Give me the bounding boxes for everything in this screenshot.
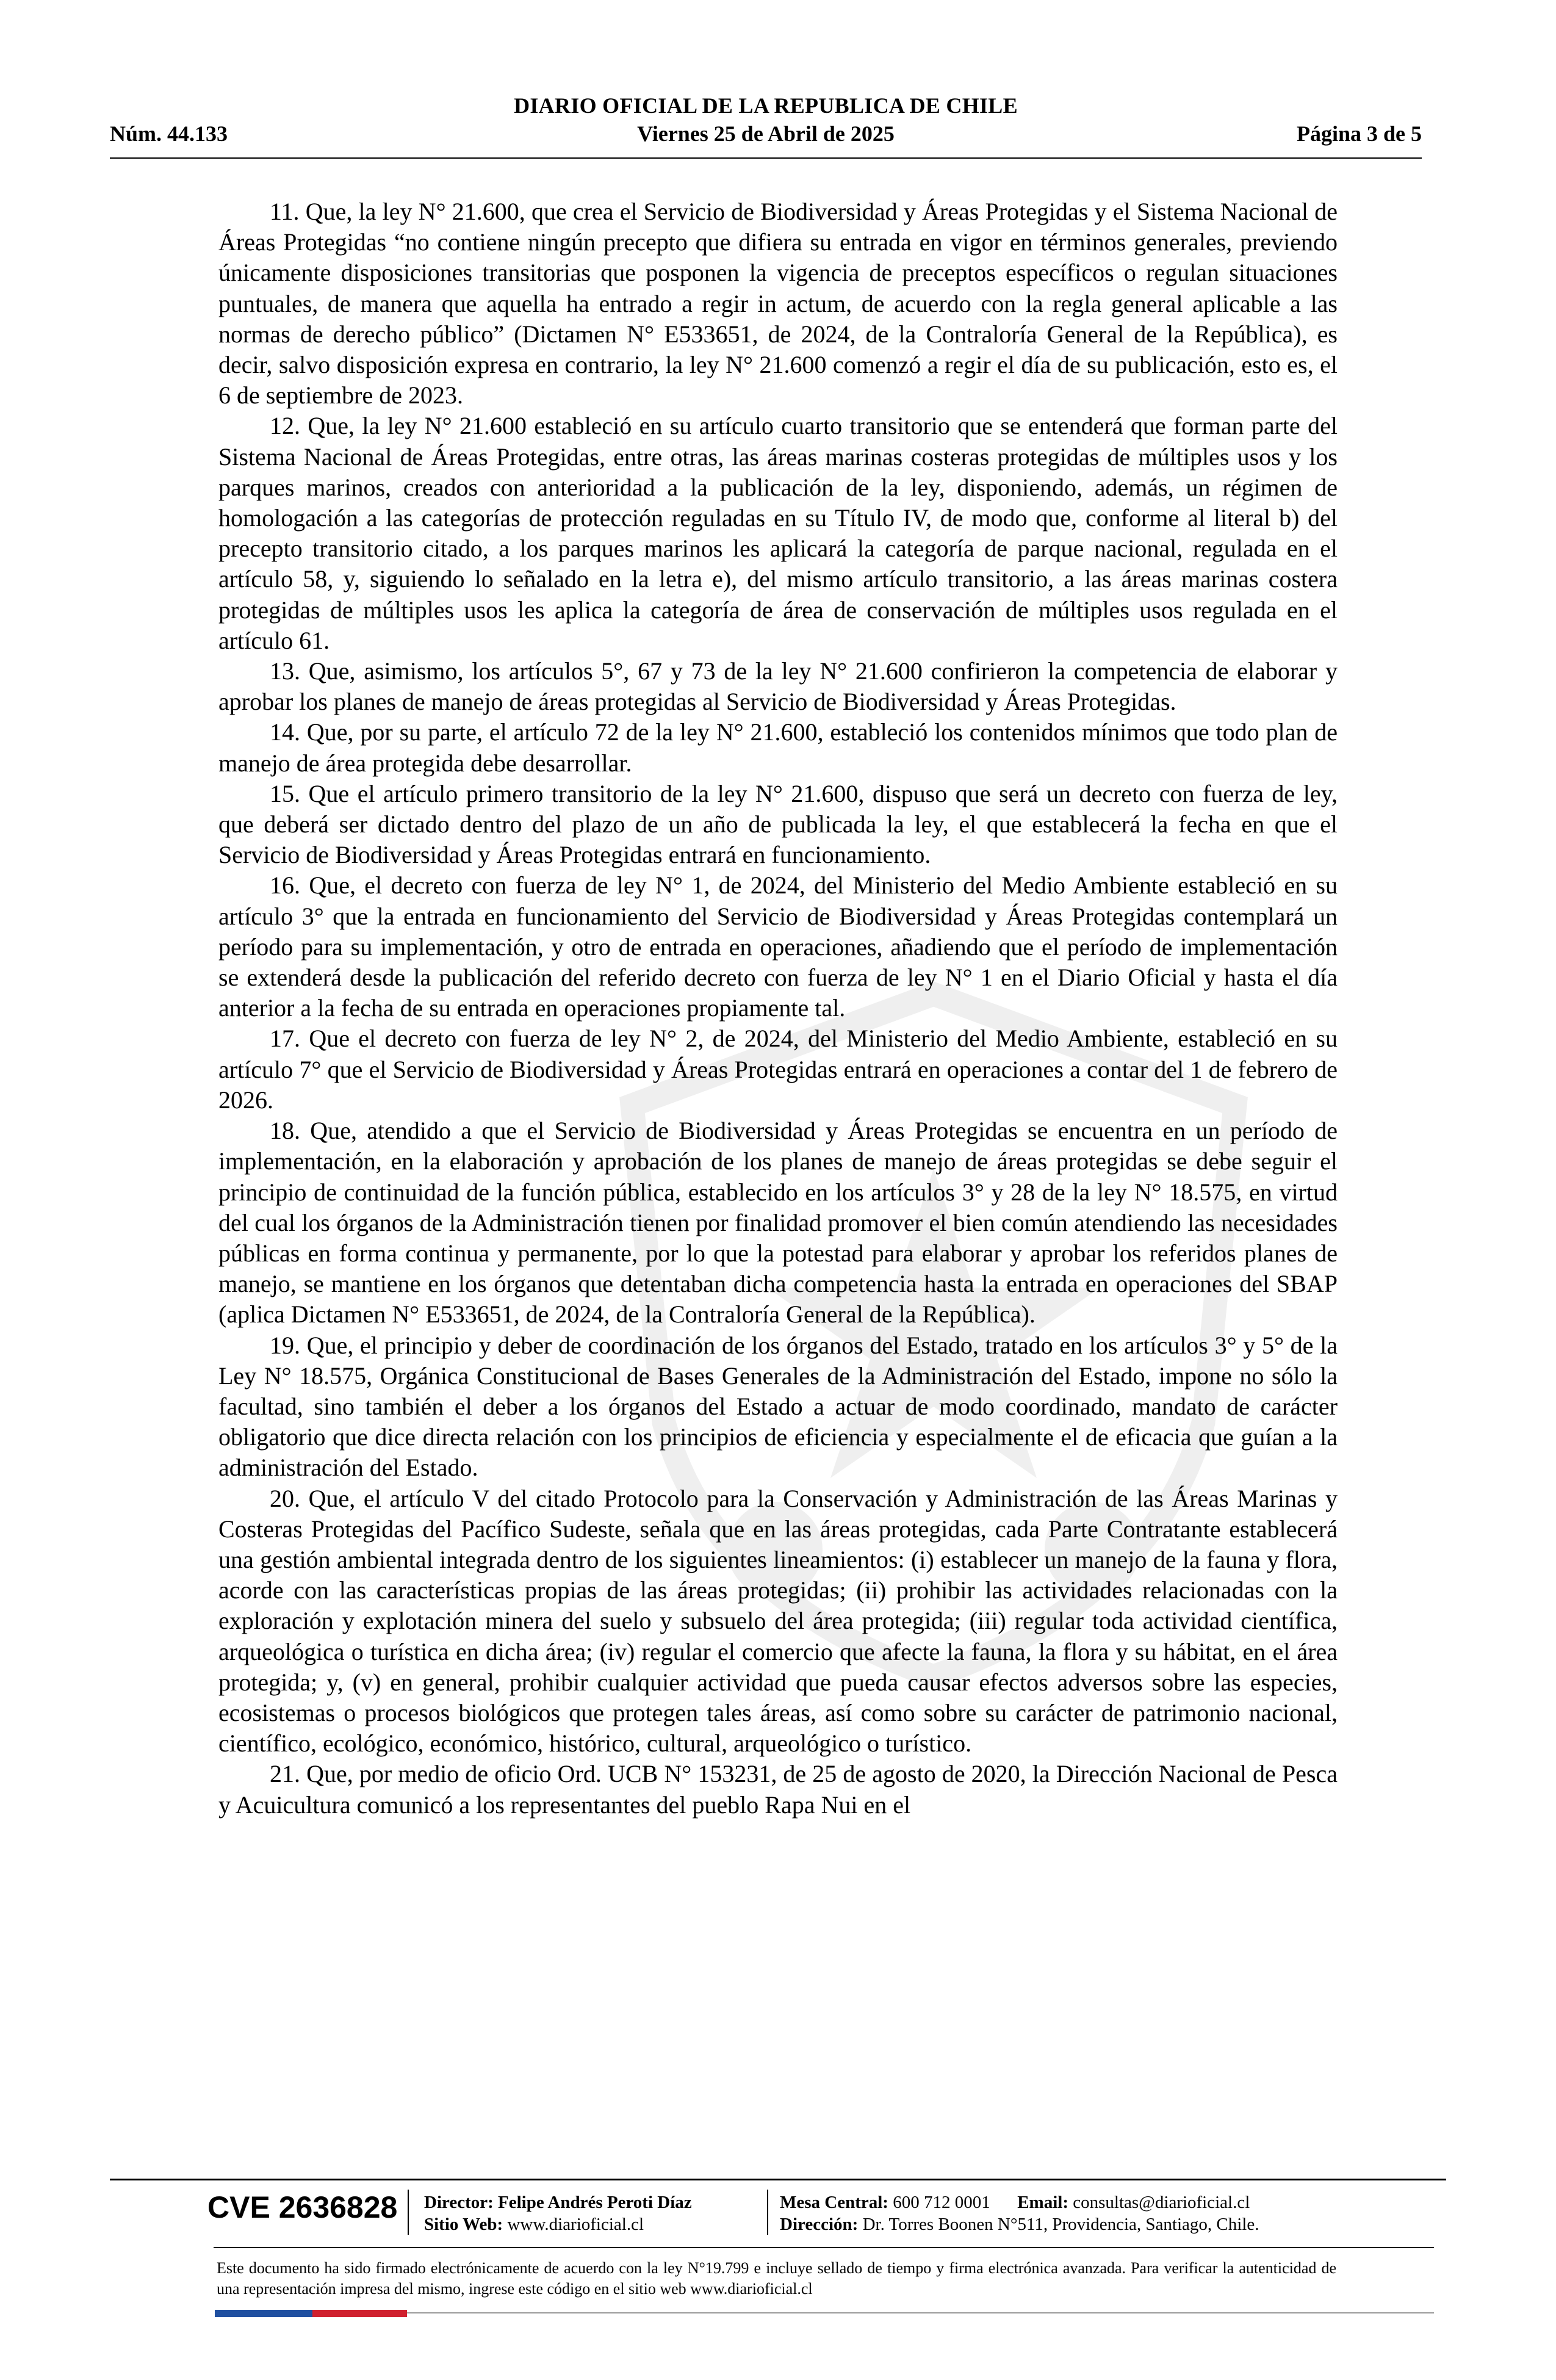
phone-label: Mesa Central: [780,2193,888,2212]
contact-line [780,2192,1250,2213]
footer-separator [408,2190,409,2235]
website-line [424,2214,644,2235]
paragraph-19: 19. Que, el principio y deber de coordinación de los órganos del Estado, tratado en los artículos 3° y 5° de la Ley N° 18.575, Orgánica Constitucional de Bases Generales de la Administración del Estado, impone no sólo la facultad, sino también el deber a los órganos del Estado a actuar de modo coordinado, mandato de carácter obligatorio que dice directa relación con los principios de eficiencia y especialmente el de eficacia que guían a la administración del Estado. [218,1331,1338,1482]
address-value: Dr. Torres Boonen N°511, Providencia, Santiago, Chile. [862,2215,1259,2234]
director-label: Director: [424,2193,494,2212]
paragraph-20: 20. Que, el artículo V del citado Protocolo para la Conservación y Administración de las Áreas Marinas y Costeras Protegidas del Pacífico Sudeste, señala que en las áreas protegidas, cada Parte Contratante establecerá una gestión ambiental integrada dentro de los siguientes lineamientos: (i) establecer un manejo de la fauna y flora, acorde con las características propias de las áreas protegidas; (ii) prohibir las actividades relacionadas con la exploración y explotación minera del suelo y subsuelo del área protegida; (iii) regular toda actividad científica, arqueológica o turística en dicha área; (iv) regular el comercio que afecte la fauna, la flora y su hábitat, en el área protegida; y, (v) en general, prohibir cualquier actividad que pueda causar efectos adversos sobre las especies, ecosistemas o procesos biológicos que protegen tales áreas, así como sobre su carácter de patrimonio nacional, científico, ecológico, económico, histórico, cultural, arqueológico o turístico. [218,1484,1338,1758]
gazette-title: DIARIO OFICIAL DE LA REPUBLICA DE CHILE [514,93,1018,118]
paragraph-16: 16. Que, el decreto con fuerza de ley N° 1, de 2024, del Ministerio del Medio Ambiente estableció en su artículo 3° que la entrada en funcionamiento del Servicio de Biodiversidad y Áreas Protegidas contemplará un período para su implementación, y otro de entrada en operaciones, añadiendo que el período de implementación se extenderá desde la publicación del referido decreto con fuerza de ley N° 1 en el Diario Oficial y hasta el día anterior a la fecha de su entrada en operaciones propiamente tal. [218,871,1338,1022]
website-label: Sitio Web: [424,2215,503,2234]
flag-stripe-line [407,2312,1434,2313]
footer-divider [110,2179,1446,2180]
footer-separator [767,2190,768,2235]
director-name: Felipe Andrés Peroti Díaz [498,2193,692,2212]
paragraph-17: 17. Que el decreto con fuerza de ley N° 2, de 2024, del Ministerio del Medio Ambiente, estableció en su artículo 7° que el Servicio de Biodiversidad y Áreas Protegidas entrará en operaciones a contar del 1 de febrero de 2026. [218,1025,1338,1114]
address-label: Dirección: [780,2215,859,2234]
paragraph-12: 12. Que, la ley N° 21.600 estableció en su artículo cuarto transitorio que se entenderá que forman parte del Sistema Nacional de Áreas Protegidas, entre otras, las áreas marinas costeras protegidas de múltiples usos y los parques marinos, creados con anterioridad a la publicación de la ley, disponiendo, además, un régimen de homologación a las categorías de protección reguladas en su Título IV, de modo que, conforme al literal b) del precepto transitorio citado, a los parques marinos les aplicará la categoría de parque nacional, regulada en el artículo 58, y, siguiendo lo señalado en la letra e), del mismo artículo transitorio, a las áreas marinas costera protegidas de múltiples usos les aplica la categoría de área de conservación de múltiples usos regulada en el artículo 61. [218,412,1338,654]
email-label: Email: [1017,2193,1068,2212]
issue-date: Viernes 25 de Abril de 2025 [637,121,895,146]
paragraph-15: 15. Que el artículo primero transitorio de la ley N° 21.600, dispuso que será un decreto con fuerza de ley, que deberá ser dictado dentro del plazo de un año de publicada la ley, el que establecerá la fecha en que el Servicio de Biodiversidad y Áreas Protegidas entrará en funcionamiento. [218,779,1338,869]
paragraph-21: 21. Que, por medio de oficio Ord. UCB N° 153231, de 25 de agosto de 2020, la Dirección Nacional de Pesca y Acuicultura comunicó a los representantes del pueblo Rapa Nui en el [218,1760,1338,1819]
issue-number: Núm. 44.133 [110,121,228,146]
paragraph-18: 18. Que, atendido a que el Servicio de Biodiversidad y Áreas Protegidas se encuentra en un período de implementación, en la elaboración y aprobación de los planes de manejo de áreas protegidas se debe seguir el principio de continuidad de la función pública, establecido en los artículos 3° y 28 de la ley N° 18.575, en virtud del cual los órganos de la Administración tienen por finalidad promover el bien común atendiendo las necesidades públicas en forma continua y permanente, por lo que la potestad para elaborar y aprobar los referidos planes de manejo, se mantiene en los órganos que detentaban dicha competencia hasta la entrada en operaciones del SBAP (aplica Dictamen N° E533651, de 2024, de la Contraloría General de la República). [218,1117,1338,1329]
page-number: Página 3 de 5 [1296,121,1422,146]
paragraph-14: 14. Que, por su parte, el artículo 72 de la ley N° 21.600, estableció los contenidos mínimos que todo plan de manejo de área protegida debe desarrollar. [218,718,1338,777]
header-divider [110,157,1422,159]
paragraph-11: 11. Que, la ley N° 21.600, que crea el Servicio de Biodiversidad y Áreas Protegidas y el Sistema Nacional de Áreas Protegidas “no contiene ningún precepto que difiera su entrada en vigor en términos generales, previendo únicamente disposiciones transitorias que posponen la vigencia de preceptos específicos o regulan situaciones puntuales, de manera que aquella ha entrado a regir in actum, de acuerdo con la regla general aplicable a las normas de derecho público” (Dictamen N° E533651, de 2024, de la Contraloría General de la República), es decir, salvo disposición expresa en contrario, la ley N° 21.600 comenzó a regir el día de su publicación, esto es, el 6 de septiembre de 2023. [218,198,1338,409]
document-body [218,197,1338,1820]
website-link[interactable]: www.diarioficial.cl [507,2215,644,2234]
phone-number: 600 712 0001 [893,2193,990,2212]
address-line [780,2214,1259,2235]
paragraph-13: 13. Que, asimismo, los artículos 5°, 67 y 73 de la ley N° 21.600 confirieron la competencia de elaborar y aprobar los planes de manejo de áreas protegidas al Servicio de Biodiversidad y Áreas Protegidas. [218,657,1338,716]
flag-stripe-red [312,2310,407,2317]
flag-stripe-blue [215,2310,312,2317]
director-line [424,2192,692,2213]
email-link[interactable]: consultas@diarioficial.cl [1073,2193,1250,2212]
footer-inner-divider [214,2247,1434,2248]
cve-code: CVE 2636828 [207,2190,398,2224]
page-header [110,93,1422,160]
legal-notice: Este documento ha sido firmado electrónicamente de acuerdo con la ley N°19.799 e incluye sellado de tiempo y firma electrónica avanzada. Para verificar la autenticidad de una representación impresa del mismo, ingrese este código en el sitio web www.diarioficial.cl [217,2259,1336,2298]
